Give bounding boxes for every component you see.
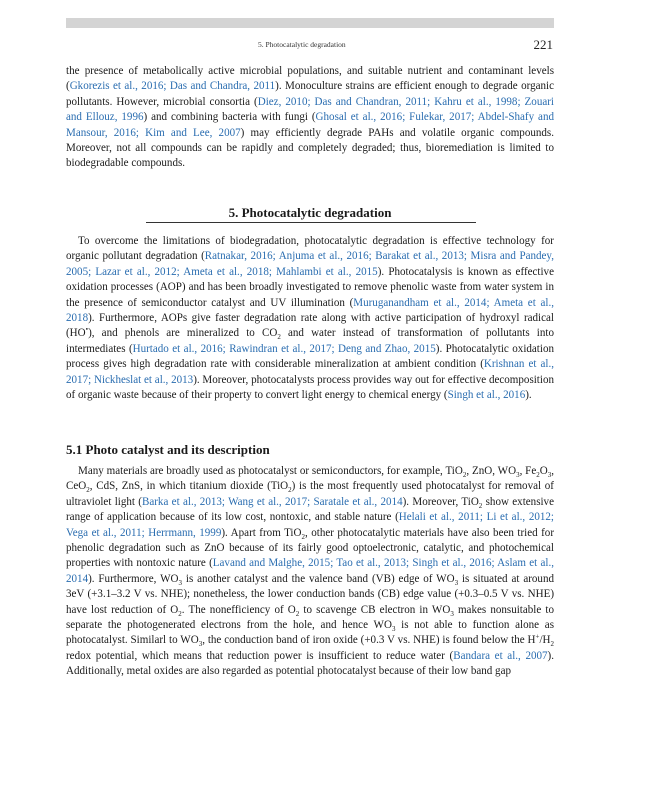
citation[interactable]: Krishnan et al., 2017; Nickheslat et al., 2013 bbox=[66, 358, 554, 386]
citation[interactable]: Diez, 2010; Das and Chandran, 2011; Kahru et al., 1998; Zouari and Ellouz, 1996 bbox=[66, 95, 554, 124]
section51-paragraph: Many materials are broadly used as photocatalyst or semiconductors, for example, TiO$_2$, ZnO, $WO_3$, $Fe_2O_3$, CeO$_2$, CdS, ZnS, in which titanium dioxide (TiO$_2$) is the most frequently used photocatalyst for removal of ultraviolet light (Barka et al., 2013; Wang et al., 2017; Saratale et al., 2014). Moreover, TiO$_2$ show extensive range of application because of its low cost, nontoxic, and stable nature (Helali et al., 2011; Li et al., 2012; Vega et al., 2011; Herrmann, 1999). Apart from TiO$_2$, other photocatalytic materials have also been tried for phenolic degradation such as ZnO because of its fairly good optoelectronic, catalytic, and photochemical properties with nontoxic nature (Lavand and Malghe, 2015; Tao et al., 2013; Singh et al., 2016; Aslam et al., 2014). Furthermore, $WO_3$ is another catalyst and the valence band (VB) edge of $WO_3$ is situated at around 3eV (+3.1–3.2 V vs. NHE); nonetheless, the lower conduction bands (CB) edge value (+0.3–0.5 V vs. NHE) have lost reduction of $O_2$. The nonefficiency of $O_2$ to scavenge CB electron in $WO_3$ makes nonsuitable to separate the photogenerated electrons from the hole, and hence $WO_3$ is not able to function alone as photocatalyst. Similarl to $WO_3$, the conduction band of iron oxide (+0.3 V vs. NHE) is found below the $H^+/H_2$ redox potential, which means that reduction power is insufficient to reduce water (Bandara et al., 2007). Additionally, metal oxides are also regarded as potential photocatalyst because of their low band gap bbox=[66, 465, 555, 678]
section-heading: 5. Photocatalytic degradation bbox=[228, 205, 392, 220]
citation[interactable]: Gkorezis et al., 2016; Das and Chandra, 2011 bbox=[69, 80, 276, 93]
citation[interactable]: Ratnakar, 2016; Anjuma et al., 2016; Barakat et al., 2013; Misra and Pandey, 2005; Lazar et al., 2012; Ameta et al., 2018; Mahlambi et al., 2015 bbox=[66, 250, 555, 278]
running-head: 5. Photocatalytic degradation bbox=[258, 40, 346, 49]
citation[interactable]: Hurtado et al., 2016; Rawindran et al., 2017; Deng and Zhao, 2015 bbox=[132, 342, 436, 355]
section-rule bbox=[146, 222, 476, 223]
citation[interactable]: Lavand and Malghe, 2015; Tao et al., 2013; Singh et al., 2016; Aslam et al., 2014 bbox=[66, 557, 555, 585]
citation[interactable]: Singh et al., 2016 bbox=[447, 389, 526, 402]
section5-paragraph: To overcome the limitations of biodegradation, photocatalytic degradation is effective technology for organic pollutant degradation (Ratnakar, 2016; Anjuma et al., 2016; Barakat et al., 2013; Misra and Pandey, 2005; Lazar et al., 2012; Ameta et al., 2018; Mahlambi et al., 2015). Photocatalysis is known as effective oxidation processes (AOP) and has been broadly investigated to remove phenolic waste from water system in the presence of semiconductor catalyst and UV illumination (Muruganandham et al., 2014; Ameta et al., 2018). Furthermore, AOPs give faster degradation rate along with active participation of hydroxyl radical (HO•), and phenols are mineralized to $CO_2$ and water instead of transformation of pollutants into intermediates (Hurtado et al., 2016; Rawindran et al., 2017; Deng and Zhao, 2015). Photocatalytic oxidation process gives high degradation rate with considerable mineralization at ambient condition (Krishnan et al., 2017; Nickheslat et al., 2013). Moreover, photocatalysts process provides way out for effective decomposition of organic waste because of their property to convert light energy to chemical energy (Singh et al., 2016). bbox=[66, 235, 555, 402]
citation[interactable]: Bandara et al., 2007 bbox=[453, 649, 548, 662]
citation[interactable]: Helali et al., 2011; Li et al., 2012; Vega et al., 2011; Herrmann, 1999 bbox=[66, 511, 554, 539]
subsection-heading: 5.1 Photo catalyst and its description bbox=[66, 442, 270, 457]
citation[interactable]: Barka et al., 2013; Wang et al., 2017; Saratale et al., 2014 bbox=[141, 495, 403, 508]
citation[interactable]: Ghosal et al., 2016; Fulekar, 2017; Abdel-Shafy and Mansour, 2016; Kim and Lee, 2007 bbox=[66, 111, 554, 139]
intro-paragraph: the presence of metabolically active microbial populations, and suitable nutrient and contaminant levels (Gkorezis et al., 2016; Das and Chandra, 2011). Monoculture strains are efficient enough to degrade organic pollutants. However, microbial consortia (Diez, 2010; Das and Chandran, 2011; Kahru et al., 1998; Zouari and Ellouz, 1996) and combining bacteria with fungi (Ghosal et al., 2016; Fulekar, 2017; Abdel-Shafy and Mansour, 2016; Kim and Lee, 2007) may efficiently degrade PAHs and volatile organic compounds. Moreover, not all compounds can be rapidly and completely degraded; thus, bioremediation is limited to biodegradable compounds. bbox=[66, 65, 554, 170]
page-number: 221 bbox=[533, 37, 553, 52]
header-bar bbox=[66, 18, 554, 28]
citation[interactable]: Muruganandham et al., 2014; Ameta et al., 2018 bbox=[66, 296, 554, 325]
